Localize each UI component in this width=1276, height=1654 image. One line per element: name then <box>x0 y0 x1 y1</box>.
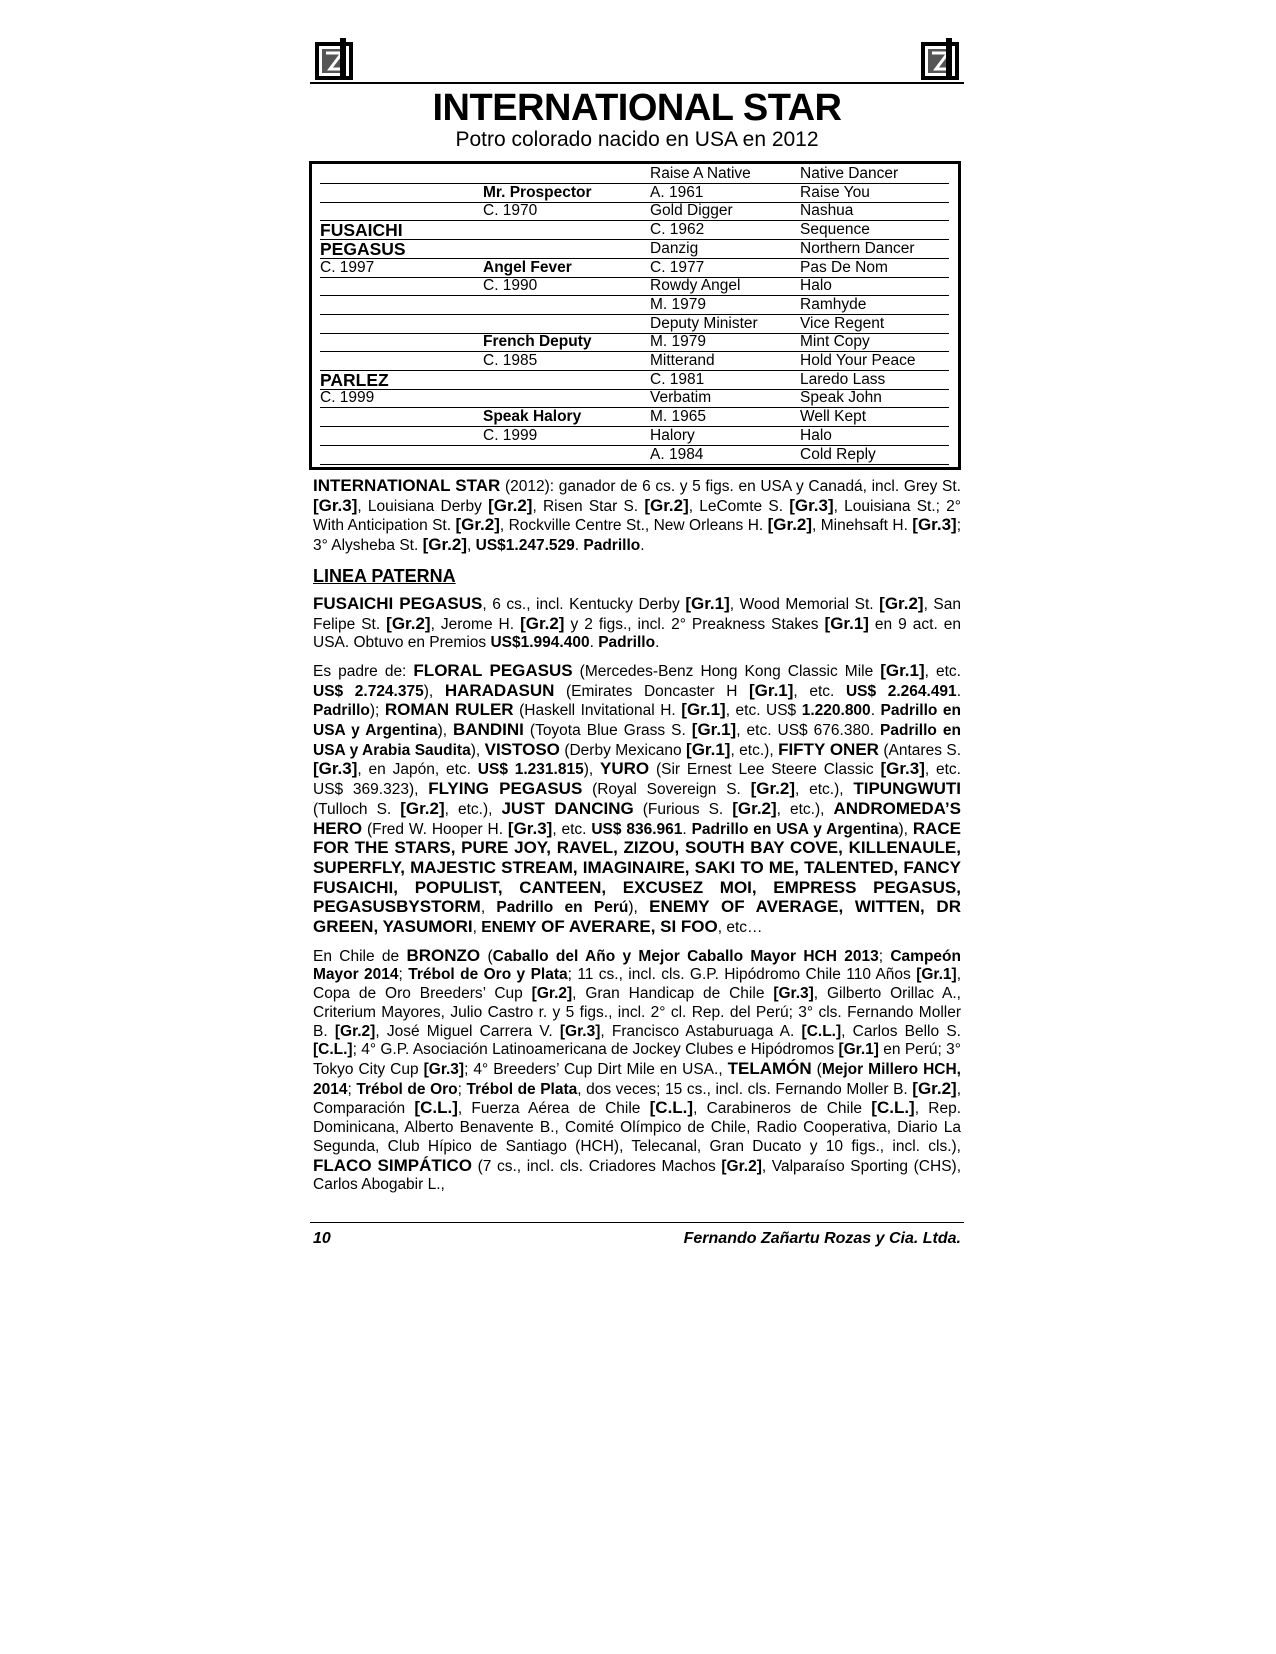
pedigree-row: M. 1979 Ramhyde <box>320 295 949 315</box>
pedigree-row: Raise A Native Native Dancer <box>320 164 949 184</box>
footer-divider <box>310 1222 964 1223</box>
page-title: INTERNATIONAL STAR <box>432 87 842 129</box>
pedigree-row: C. 1970 Gold Digger Nashua <box>320 201 949 221</box>
section-heading: LINEA PATERNA <box>313 565 456 586</box>
publisher-logo-icon <box>312 36 356 82</box>
pedigree-table <box>309 161 961 470</box>
publisher-logo-icon <box>918 36 962 82</box>
sire-paragraph: FUSAICHI PEGASUS, 6 cs., incl. Kentucky Derby [Gr.1], Wood Memorial St. [Gr.2], San Felipe St. [Gr.2], Jerome H. [Gr.2] y 2 figs., incl. 2° Preakness Stakes [Gr.1] en 9 act. en USA. Obtuvo en Premios US$1.994.400. Padrillo. <box>313 593 962 652</box>
header-divider <box>310 82 964 84</box>
pedigree-row: C. 1999 Verbatim Speak John <box>320 388 949 408</box>
chile-paragraph: En Chile de BRONZO (Caballo del Año y Mejor Caballo Mayor HCH 2013; Campeón Mayor 2014; Trébol de Oro y Plata; 11 cs., incl. cls. G.P. Hipódromo Chile 110 Años [Gr.1], Copa de Oro Breeders’ Cup [Gr.2], Gran Handicap de Chile [Gr.3], Gilberto Orillac A., Criterium Mayores, Julio Castro r. y 5 figs., incl. 2° cl. Rep. del Perú; 3° cls. Fernando Moller B. [Gr.2], José Miguel Carrera V. [Gr.3], Francisco Astaburuaga A. [C.L.], Carlos Bello S. [C.L.]; 4° G.P. Asociación Latinoamericana de Jockey Clubes e Hipódromos [Gr.1] en Perú; 3° Tokyo City Cup [Gr.3]; 4° Breeders’ Cup Dirt Mile en USA., TELAMÓN (Mejor Millero HCH, 2014; Trébol de Oro; Trébol de Plata, dos veces; 15 cs., incl. cls. Fernando Moller B. [Gr.2], Comparación [C.L.], Fuerza Aérea de Chile [C.L.], Carabineros de Chile [C.L.], Rep. Dominicana, Alberto Benavente B., Comité Olímpico de Chile, Radio Cooperativa, Diario La Segunda, Club Hípico de Santiago (HCH), Telecanal, Gran Ducato y 10 figs., incl. cls.), FLACO SIMPÁTICO (7 cs., incl. cls. Criadores Machos [Gr.2], Valparaíso Sporting (CHS), Carlos Abogabir L., <box>313 945 961 1194</box>
pedigree-row: FUSAICHI C. 1962 Sequence <box>320 220 949 240</box>
pedigree-row: C. 1999 Halory Halo <box>320 426 949 446</box>
pedigree-row: Mr. Prospector A. 1961 Raise You <box>320 183 949 203</box>
page-subtitle: Potro colorado nacido en USA en 2012 <box>455 128 819 151</box>
page-number: 10 <box>313 1230 331 1247</box>
pedigree-row: French Deputy M. 1979 Mint Copy <box>320 332 949 352</box>
intro-paragraph: INTERNATIONAL STAR (2012): ganador de 6 cs. y 5 figs. en USA y Canadá, incl. Grey St. [Gr.3], Louisiana Derby [Gr.2], Risen Star S. [Gr.2], LeComte S. [Gr.3], Louisiana St.; 2° With Anticipation St. [Gr.2], Rockville Centre St., New Orleans H. [Gr.2], Minehsaft H. [Gr.3]; 3° Alysheba St. [Gr.2], US$1.247.529. Padrillo. <box>313 476 962 555</box>
pedigree-row: Speak Halory M. 1965 Well Kept <box>320 407 949 427</box>
pedigree-row: C. 1990 Rowdy Angel Halo <box>320 276 949 296</box>
publisher-name: Fernando Zañartu Rozas y Cia. Ltda. <box>683 1230 961 1247</box>
article-body <box>313 477 961 1204</box>
pedigree-row: Deputy Minister Vice Regent <box>320 314 949 334</box>
pedigree-row: PEGASUS Danzig Northern Dancer <box>320 239 949 259</box>
pedigree-row: C. 1985 Mitterand Hold Your Peace <box>320 351 949 371</box>
pedigree-row: C. 1997 Angel Fever C. 1977 Pas De Nom <box>320 258 949 278</box>
pedigree-row: PARLEZ C. 1981 Laredo Lass <box>320 370 949 390</box>
pedigree-row: A. 1984 Cold Reply <box>320 445 949 465</box>
progeny-paragraph: Es padre de: FLORAL PEGASUS (Mercedes-Benz Hong Kong Classic Mile [Gr.1], etc. US$ 2.724.375), HARADASUN (Emirates Doncaster H [Gr.1], etc. US$ 2.264.491. Padrillo); ROMAN RULER (Haskell Invitational H. [Gr.1], etc. US$ 1.220.800. Padrillo en USA y Argentina), BANDINI (Toyota Blue Grass S. [Gr.1], etc. US$ 676.380. Padrillo en USA y Arabia Saudita), VISTOSO (Derby Mexicano [Gr.1], etc.), FIFTY ONER (Antares S. [Gr.3], en Japón, etc. US$ 1.231.815), YURO (Sir Ernest Lee Steere Classic [Gr.3], etc. US$ 369.323), FLYING PEGASUS (Royal Sovereign S. [Gr.2], etc.), TIPUNGWUTI (Tulloch S. [Gr.2], etc.), JUST DANCING (Furious S. [Gr.2], etc.), ANDROMEDA’S HERO (Fred W. Hooper H. [Gr.3], etc. US$ 836.961. Padrillo en USA y Argentina), RACE FOR THE STARS, PURE JOY, RAVEL, ZIZOU, SOUTH BAY COVE, KILLENAULE, SUPERFLY, MAJESTIC STREAM, IMAGINAIRE, SAKI TO ME, TALENTED, FANCY FUSAICHI, POPULIST, CANTEEN, EXCUSEZ MOI, EMPRESS PEGASUS, PEGASUSBYSTORM, Padrillo en Perú), ENEMY OF AVERAGE, WITTEN, DR GREEN, YASUMORI, ENEMY OF AVERARE, SI FOO, etc… <box>313 660 962 937</box>
